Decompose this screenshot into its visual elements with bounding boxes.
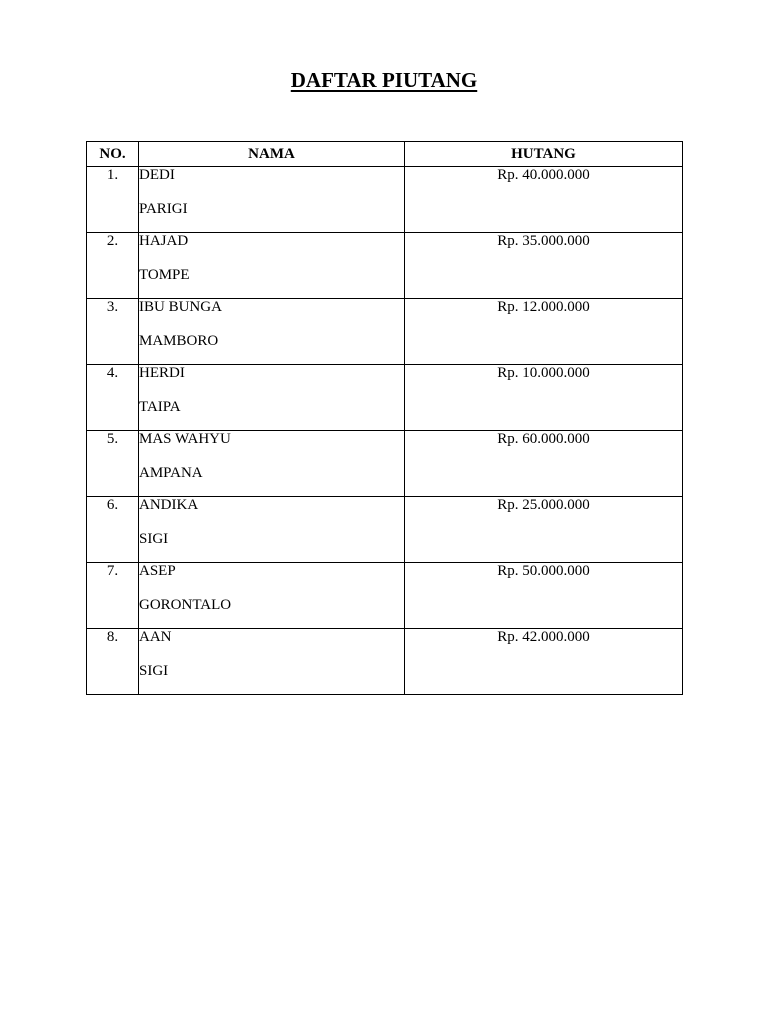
row-number: 8. — [87, 629, 139, 695]
debtor-place: MAMBORO — [139, 333, 219, 349]
debtor-cell — [139, 563, 405, 629]
debtor-cell — [139, 233, 405, 299]
debtor-place: PARIGI — [139, 201, 188, 217]
row-number: 3. — [87, 299, 139, 365]
debtor-cell — [139, 365, 405, 431]
debt-amount: Rp. 35.000.000 — [405, 233, 683, 299]
page-title: DAFTAR PIUTANG — [290, 68, 478, 92]
table-row — [87, 365, 683, 431]
row-number: 2. — [87, 233, 139, 299]
debt-amount: Rp. 25.000.000 — [405, 497, 683, 563]
debt-amount: Rp. 42.000.000 — [405, 629, 683, 695]
debtor-place: GORONTALO — [139, 597, 232, 613]
debtor-place: AMPANA — [139, 465, 203, 481]
debtor-place: SIGI — [139, 531, 169, 547]
table-row — [87, 167, 683, 233]
debtor-name: ASEP — [139, 563, 176, 579]
debtor-name: HERDI — [139, 365, 185, 381]
debtor-name: MAS WAHYU — [139, 431, 231, 447]
debtor-name: HAJAD — [139, 233, 189, 249]
row-number: 7. — [87, 563, 139, 629]
table-row — [87, 233, 683, 299]
row-number: 4. — [87, 365, 139, 431]
row-number: 5. — [87, 431, 139, 497]
header-no: NO. — [87, 142, 139, 167]
table-header-row — [87, 142, 683, 167]
table-row — [87, 497, 683, 563]
table-row — [87, 299, 683, 365]
debtor-place: TOMPE — [139, 267, 190, 283]
table-row — [87, 563, 683, 629]
row-number: 1. — [87, 167, 139, 233]
debt-amount: Rp. 12.000.000 — [405, 299, 683, 365]
row-number: 6. — [87, 497, 139, 563]
debtor-cell — [139, 629, 405, 695]
debtor-cell — [139, 299, 405, 365]
debt-amount: Rp. 60.000.000 — [405, 431, 683, 497]
debtor-cell — [139, 497, 405, 563]
debt-amount: Rp. 10.000.000 — [405, 365, 683, 431]
debtor-place: TAIPA — [139, 399, 181, 415]
debtor-name: IBU BUNGA — [139, 299, 222, 315]
table-row — [87, 431, 683, 497]
debt-amount: Rp. 50.000.000 — [405, 563, 683, 629]
debt-table — [86, 141, 683, 695]
debtor-cell — [139, 431, 405, 497]
header-hutang: HUTANG — [405, 142, 683, 167]
debtor-name: ANDIKA — [139, 497, 199, 513]
table-row — [87, 629, 683, 695]
debtor-place: SIGI — [139, 663, 169, 679]
debtor-name: DEDI — [139, 167, 175, 183]
debtor-cell — [139, 167, 405, 233]
header-nama: NAMA — [139, 142, 405, 167]
debt-amount: Rp. 40.000.000 — [405, 167, 683, 233]
debtor-name: AAN — [139, 629, 172, 645]
